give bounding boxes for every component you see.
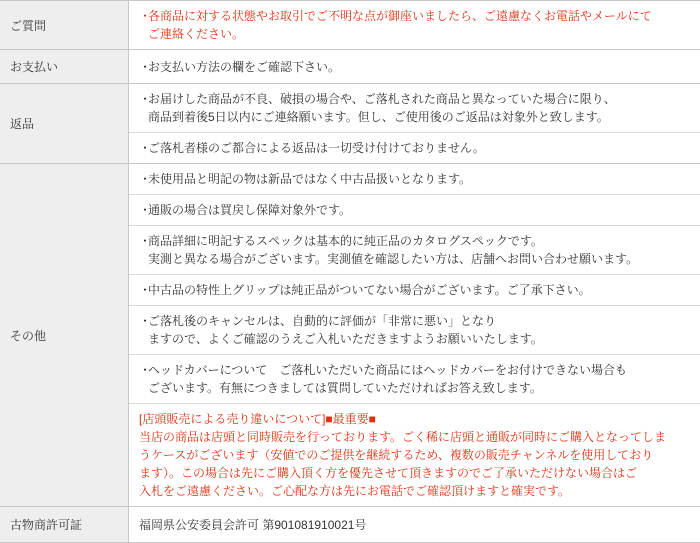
bullet-icon: ・ <box>139 7 148 25</box>
table-row <box>0 164 700 507</box>
policy-text-line: うケースがございます（安値でのご提供を継続するため、複数の販売チャンネルを使用しており <box>139 446 666 464</box>
policy-text <box>148 281 591 299</box>
policy-line <box>129 52 700 82</box>
policy-line <box>129 164 700 195</box>
policy-text-line: ますので、よくご確認のうえご入札いただきますようお願いいたします。 <box>148 330 543 348</box>
table-row <box>0 507 700 543</box>
policy-line <box>129 1 700 49</box>
policy-text <box>148 170 471 188</box>
row-label-returns: 返品 <box>0 84 129 164</box>
row-content-payment <box>129 50 700 84</box>
policy-text <box>148 361 627 397</box>
policy-text-line: 入札をご遠慮ください。ご心配な方は先にお電話でご確認頂けますと確実です。 <box>139 482 666 500</box>
policy-text-line: ご落札後のキャンセルは、自動的に評価が「非常に悪い」となり <box>148 312 543 330</box>
policy-text <box>148 232 638 268</box>
policy-text <box>139 410 666 500</box>
bullet-icon: ・ <box>139 139 148 157</box>
policy-line <box>129 133 700 163</box>
table-row <box>0 84 700 164</box>
policy-line <box>129 355 700 404</box>
policy-text-line: 商品到着後5日以内にご連絡願います。但し、ご使用後のご返品は対象外と致します。 <box>148 108 616 126</box>
policy-text-line: 未使用品と明記の物は新品ではなく中古品扱いとなります。 <box>148 170 471 188</box>
policy-text <box>148 90 616 126</box>
row-content-other <box>129 164 700 507</box>
policy-text-line: お支払い方法の欄をご確認下さい。 <box>148 58 340 76</box>
table-body <box>0 1 700 543</box>
license-number: 福岡県公安委員会許可 第901081910021号 <box>129 516 700 533</box>
bullet-icon: ・ <box>139 312 148 330</box>
policy-line <box>129 84 700 133</box>
bullet-icon: ・ <box>139 361 148 379</box>
policy-text-line: ます）。この場合は先にご購入頂く方を優先させて頂きますのでご了承いただけない場合はご <box>139 464 666 482</box>
bullet-icon: ・ <box>139 58 148 76</box>
row-label-payment: お支払い <box>0 50 129 84</box>
policy-line <box>129 226 700 275</box>
bullet-icon: ・ <box>139 281 148 299</box>
bullet-icon: ・ <box>139 90 148 108</box>
policy-text-line: 通販の場合は買戻し保障対象外です。 <box>148 201 351 219</box>
row-content-license <box>129 507 700 543</box>
row-content-returns <box>129 84 700 164</box>
table-row <box>0 1 700 50</box>
policy-text-line: 各商品に対する状態やお取引でご不明な点が御座いましたら、ご遠慮なくお電話やメールにて <box>148 7 652 25</box>
policy-text-line: 商品詳細に明記するスペックは基本的に純正品のカタログスペックです。 <box>148 232 638 250</box>
policy-text-line: お届けした商品が不良、破損の場合や、ご落札された商品と異なっていた場合に限り、 <box>148 90 616 108</box>
policy-text <box>148 139 485 157</box>
policy-text-line: ご落札者様のご都合による返品は一切受け付けておりません。 <box>148 139 485 157</box>
bullet-icon: ・ <box>139 201 148 219</box>
table-row <box>0 50 700 84</box>
row-label-other: その他 <box>0 164 129 507</box>
policy-text-line: ご連絡ください。 <box>148 25 652 43</box>
policy-text <box>148 58 340 76</box>
row-label-question: ご質問 <box>0 1 129 50</box>
bullet-icon: ・ <box>139 232 148 250</box>
policy-text-line: [店頭販売による売り違いについて]■最重要■ <box>139 410 666 428</box>
policy-line <box>129 306 700 355</box>
policy-text <box>148 201 351 219</box>
policy-text-line: 当店の商品は店頭と同時販売を行っております。ごく稀に店頭と通販が同時にご購入となってしま <box>139 428 666 446</box>
policy-line <box>129 275 700 306</box>
bullet-icon: ・ <box>139 170 148 188</box>
policy-text-line: 中古品の特性上グリップは純正品がついてない場合がございます。ご了承下さい。 <box>148 281 591 299</box>
policy-text <box>148 312 543 348</box>
policy-text-line: 実測と異なる場合がございます。実測値を確認したい方は、店舗へお問い合わせ願います。 <box>148 250 638 268</box>
row-content-question <box>129 1 700 50</box>
policy-line-important <box>129 404 700 506</box>
policy-text-line: ございます。有無につきましては質問していただければお答え致します。 <box>148 379 627 397</box>
policy-line <box>129 195 700 226</box>
policy-text-line: ヘッドカバーについて ご落札いただいた商品にはヘッドカバーをお付けできない場合も <box>148 361 627 379</box>
policy-text <box>148 7 652 43</box>
row-label-license: 古物商許可証 <box>0 507 129 543</box>
